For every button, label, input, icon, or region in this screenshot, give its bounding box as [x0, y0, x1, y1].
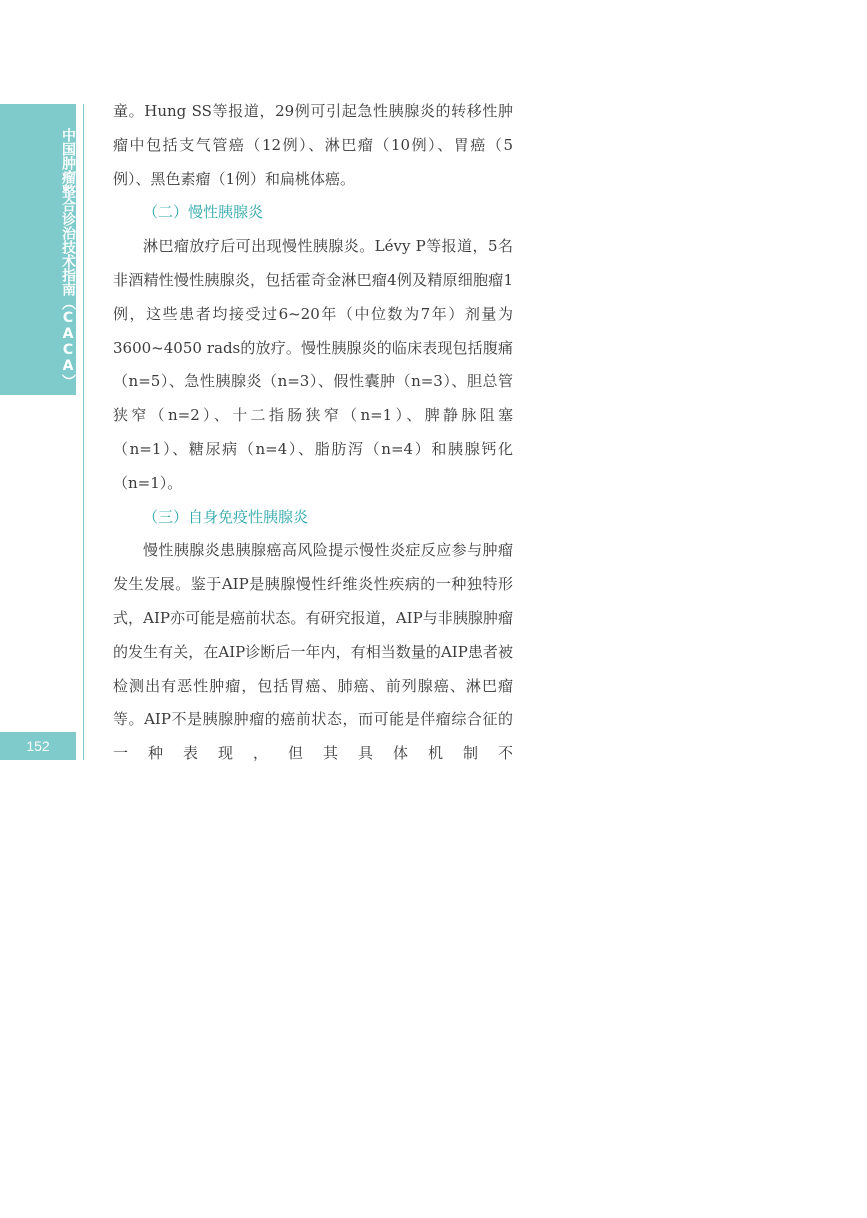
autoimmune-pancreatitis-paragraph: 慢性胰腺炎患胰腺癌高风险提示慢性炎症反应参与肿瘤发生发展。鉴于AIP是胰腺慢性纤维炎性疾病的一种独特形式，AIP亦可能是癌前状态。有研究报道，AIP与非胰腺肿瘤的发生有关，在AIP诊断后一年内，有相当数量的AIP患者被检测出有恶性肿瘤，包括胃癌、肺癌、前列腺癌、淋巴瘤等。AIP不是胰腺肿瘤的癌前状态，而可能是伴瘤综合征的一种表现，但其具体机制不	[113, 541, 513, 763]
page-number: 152	[0, 732, 76, 760]
chronic-pancreatitis-paragraph: 淋巴瘤放疗后可出现慢性胰腺炎。Lévy P等报道，5名非酒精性慢性胰腺炎，包括霍奇金淋巴瘤4例及精原细胞瘤1例，这些患者均接受过6~20年（中位数为7年）剂量为3600~4050 rads的放疗。慢性胰腺炎的临床表现包括腹痛（n=5）、急性胰腺炎（n=3）、假性囊肿（n=3）、胆总管狭窄（n=2）、十二指肠狭窄（n=1）、脾静脉阻塞（n=1）、糖尿病（n=4）、脂肪泻（n=4）和胰腺钙化（n=1）。	[113, 237, 513, 492]
body-text	[113, 95, 513, 771]
margin-rule	[83, 104, 84, 760]
section-heading-autoimmune-pancreatitis: （三）自身免疫性胰腺炎	[143, 507, 309, 526]
sidebar-tab	[0, 104, 76, 395]
intro-paragraph: 童。Hung SS等报道，29例可引起急性胰腺炎的转移性肿瘤中包括支气管癌（12例）、淋巴瘤（10例）、胃癌（5例）、黑色素瘤（1例）和扁桃体癌。	[113, 102, 513, 188]
section-heading-chronic-pancreatitis: （二）慢性胰腺炎	[143, 203, 264, 222]
book-title: 中国肿瘤整合诊治技术指南（CACA）	[60, 128, 76, 388]
